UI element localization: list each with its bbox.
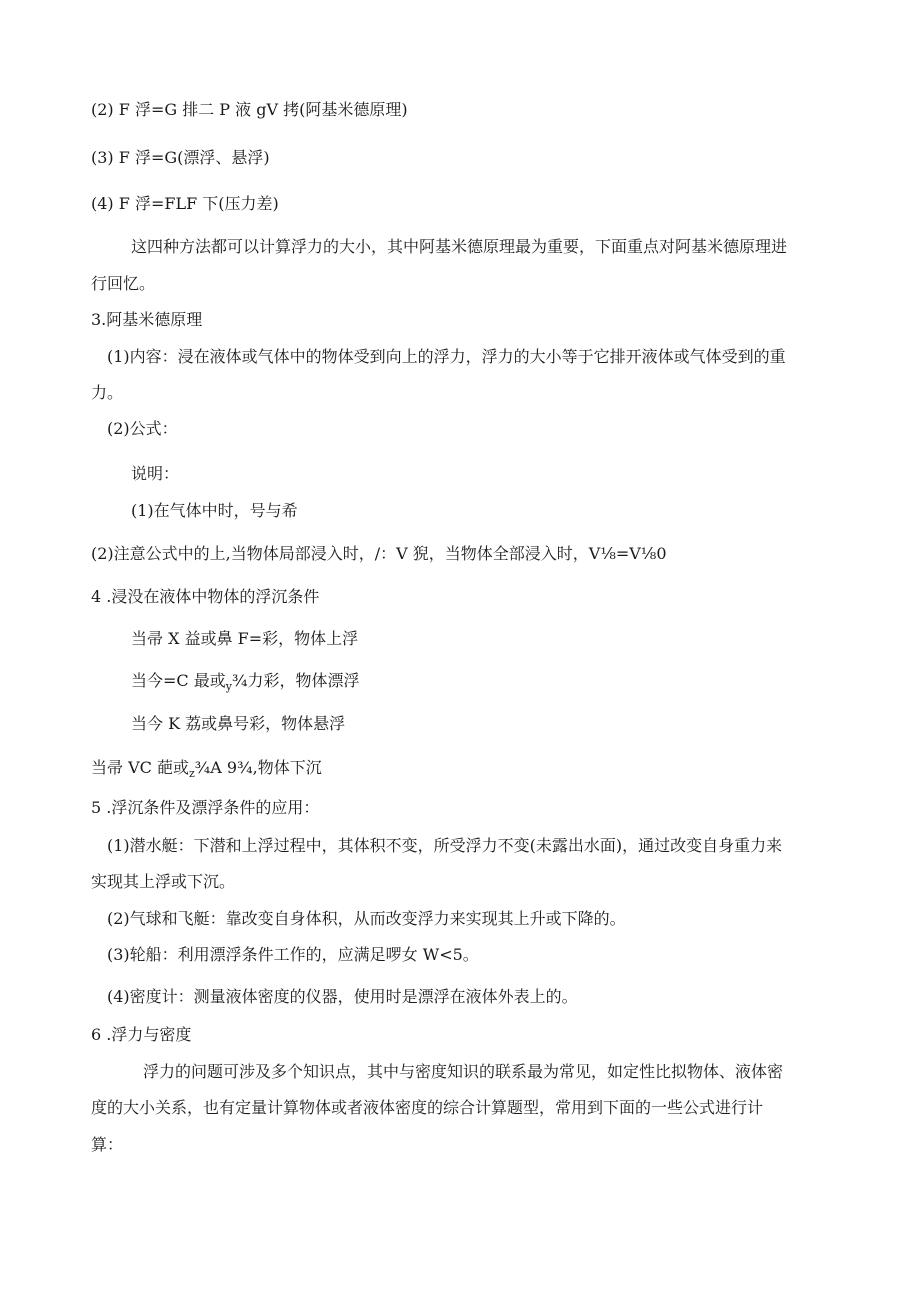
section-4-heading: 4 .浸没在液体中物体的浮沉条件 — [91, 587, 320, 606]
application-3: (3)轮船：利用漂浮条件工作的，应满足啰女 W<5。 — [107, 945, 479, 964]
application-2: (2)气球和飞艇：靠改变自身体积，从而改变浮力来实现其上升或下降的。 — [107, 909, 626, 928]
condition-float-text-a: 当今=C 最或 — [131, 671, 226, 690]
condition-rise: 当帚 X 益或鼻 F=彩，物体上浮 — [131, 629, 359, 648]
density-paragraph-line-2: 度的大小关系，也有定量计算物体或者液体密度的综合计算题型，常用到下面的一些公式进行计 — [91, 1098, 764, 1117]
condition-sink — [91, 757, 322, 781]
section-5-heading: 5 .浮沉条件及漂浮条件的应用： — [91, 798, 320, 817]
formula-label: (2)公式： — [107, 419, 178, 438]
condition-sink-subscript: z — [188, 767, 195, 780]
section-6-heading: 6 .浮力与密度 — [91, 1025, 192, 1044]
density-paragraph-line-3: 算： — [91, 1135, 124, 1154]
condition-float-subscript: y — [225, 680, 232, 693]
explanation-1: (1)在气体中时，号与希 — [131, 501, 298, 520]
condition-float — [131, 670, 359, 694]
intro-paragraph-line-1: 这四种方法都可以计算浮力的大小，其中阿基米德原理最为重要，下面重点对阿基米德原理进 — [131, 237, 788, 256]
density-paragraph-line-1: 浮力的问题可涉及多个知识点，其中与密度知识的联系最为常见，如定性比拟物体、液体密 — [143, 1062, 784, 1081]
content-line-2: 力。 — [91, 383, 124, 402]
explanation-label: 说明： — [131, 464, 180, 483]
condition-sink-text-a: 当帚 VC 葩或 — [91, 758, 189, 777]
formula-2: (2) F 浮=G 排二 P 液 gV 拷(阿基米德原理) — [91, 100, 408, 119]
formula-4: (4) F 浮=FLF 下(压力差) — [91, 194, 279, 213]
condition-suspend: 当今 K 荔或鼻号彩，物体悬浮 — [131, 714, 346, 733]
condition-sink-text-b: ¾Α 9¾,物体下沉 — [194, 758, 322, 777]
intro-paragraph-line-2: 行回忆。 — [91, 274, 156, 293]
application-1-line-1: (1)潜水艇：下潜和上浮过程中，其体积不变，所受浮力不变(未露出水面)，通过改变自身重力来 — [107, 836, 783, 855]
explanation-2: (2)注意公式中的上,当物体局部浸入时，/：V 猊，当物体全部浸入时，V⅛=V⅛0 — [91, 544, 667, 563]
application-4: (4)密度计：测量液体密度的仪器，使用时是漂浮在液体外表上的。 — [107, 987, 578, 1006]
section-3-heading: 3.阿基米德原理 — [91, 310, 203, 329]
condition-float-text-b: ¾力彩，物体漂浮 — [231, 671, 360, 690]
formula-3: (3) F 浮=G(漂浮、悬浮) — [91, 148, 270, 167]
content-line-1: (1)内容：浸在液体或气体中的物体受到向上的浮力，浮力的大小等于它排开液体或气体受到的重 — [107, 347, 786, 366]
application-1-line-2: 实现其上浮或下沉。 — [91, 872, 236, 891]
